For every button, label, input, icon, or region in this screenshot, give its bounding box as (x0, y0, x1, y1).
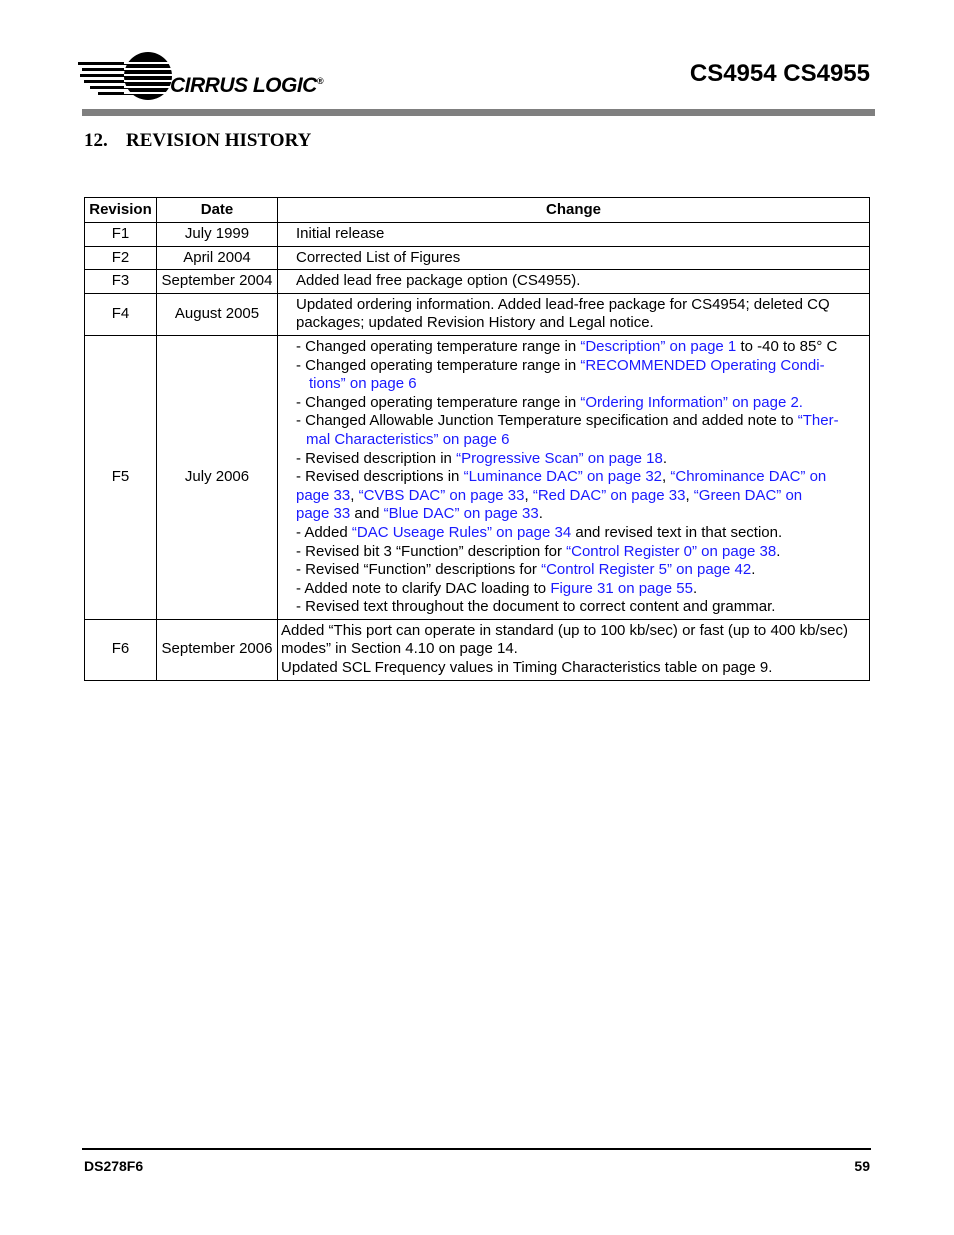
change-line: Updated ordering information. Added lead-free package for CS4954; deleted CQ (296, 295, 830, 313)
change-cell: Initial release (278, 223, 870, 247)
change-item: - Added “DAC Useage Rules” on page 34 and revised text in that section. (296, 523, 783, 541)
revision-cell: F3 (85, 270, 157, 294)
cross-reference-link[interactable]: “Chrominance DAC” on (670, 468, 827, 486)
table-row (85, 246, 870, 270)
change-cell: Corrected List of Figures (278, 246, 870, 270)
cross-reference-link[interactable]: “Ther- (797, 412, 839, 430)
cross-reference-link[interactable]: “Progressive Scan” on page 18 (456, 449, 663, 467)
date-cell: July 1999 (157, 223, 278, 247)
cross-reference-link[interactable]: “Control Register 5” on page 42 (541, 561, 752, 579)
cross-reference-link[interactable]: “Luminance DAC” on page 32 (463, 468, 663, 486)
cross-reference-link[interactable]: mal Characteristics” on page 6 (306, 430, 510, 448)
change-line: Updated SCL Frequency values in Timing Characteristics table on page 9. (281, 659, 773, 677)
change-item-continuation: page 33 and “Blue DAC” on page 33. (296, 505, 543, 523)
section-heading (84, 130, 311, 152)
cirrus-logic-logo (78, 48, 328, 104)
table-row (85, 335, 870, 619)
change-item: - Changed operating temperature range in “Description” on page 1 to -40 to 85° C (296, 337, 838, 355)
page-number: 59 (854, 1158, 870, 1174)
change-item: - Changed operating temperature range in “RECOMMENDED Operating Condi- (296, 356, 825, 374)
revision-cell: F4 (85, 293, 157, 335)
header-divider (82, 109, 875, 116)
cross-reference-link[interactable]: “Red DAC” on page 33 (532, 486, 686, 504)
revision-history-table (84, 197, 870, 681)
change-item: - Revised descriptions in “Luminance DAC” on page 32, “Chrominance DAC” on (296, 468, 827, 486)
header-date: Date (157, 198, 278, 223)
change-item: - Revised text throughout the document to correct content and grammar. (296, 598, 776, 616)
header-revision: Revision (85, 198, 157, 223)
table-row (85, 619, 870, 680)
date-cell: April 2004 (157, 246, 278, 270)
revision-cell: F1 (85, 223, 157, 247)
cross-reference-link[interactable]: “DAC Useage Rules” on page 34 (351, 523, 572, 541)
cross-reference-link[interactable]: “CVBS DAC” on page 33 (358, 486, 525, 504)
logo-wordmark: CIRRUS LOGIC® (170, 74, 323, 97)
change-line: Added “This port can operate in standard (up to 100 kb/sec) or fast (up to 400 kb/sec) (281, 621, 848, 639)
change-item: - Changed Allowable Junction Temperature specification and added note to “Ther- (296, 412, 839, 430)
cross-reference-link[interactable]: “Blue DAC” on page 33 (383, 505, 539, 523)
cross-reference-link[interactable]: page 33 (296, 505, 351, 523)
change-item-continuation (296, 375, 863, 394)
table-row (85, 293, 870, 335)
section-title-text: REVISION HISTORY (126, 130, 312, 151)
section-number: 12. (84, 130, 108, 151)
change-item: - Added note to clarify DAC loading to Figure 31 on page 55. (296, 579, 698, 597)
cross-reference-link[interactable]: “Green DAC” on (693, 486, 803, 504)
revision-cell: F6 (85, 619, 157, 680)
change-cell: Added lead free package option (CS4955). (278, 270, 870, 294)
cross-reference-link[interactable]: page 33 (296, 486, 351, 504)
cross-reference-link[interactable]: Figure 31 on page 55 (550, 579, 693, 597)
table-row (85, 223, 870, 247)
table-row (85, 270, 870, 294)
footer-divider (82, 1148, 871, 1150)
date-cell: July 2006 (157, 335, 278, 619)
header-change: Change (278, 198, 870, 223)
date-cell: September 2004 (157, 270, 278, 294)
change-item: - Revised bit 3 “Function” description for “Control Register 0” on page 38. (296, 542, 781, 560)
change-cell (278, 293, 870, 335)
cross-reference-link[interactable]: tions” on page 6 (309, 375, 417, 393)
change-cell (278, 335, 870, 619)
change-cell (278, 619, 870, 680)
change-item: - Revised description in “Progressive Scan” on page 18. (296, 449, 668, 467)
revision-cell: F2 (85, 246, 157, 270)
date-cell: August 2005 (157, 293, 278, 335)
cross-reference-link[interactable]: “Description” on page 1 (580, 337, 737, 355)
footer-doc-id: DS278F6 (84, 1158, 144, 1174)
revision-cell: F5 (85, 335, 157, 619)
change-item: - Changed operating temperature range in “Ordering Information” on page 2. (296, 393, 803, 411)
change-item-continuation (296, 431, 863, 450)
registered-mark: ® (316, 76, 323, 86)
change-line: packages; updated Revision History and Legal notice. (296, 314, 654, 332)
document-title: CS4954 CS4955 (689, 60, 870, 87)
table-header-row (85, 198, 870, 223)
change-line: modes” in Section 4.10 on page 14. (281, 640, 518, 658)
change-item-continuation: page 33, “CVBS DAC” on page 33, “Red DAC” on page 33, “Green DAC” on (296, 486, 803, 504)
change-item: - Revised “Function” descriptions for “Control Register 5” on page 42. (296, 561, 756, 579)
cross-reference-link[interactable]: “RECOMMENDED Operating Condi- (580, 356, 825, 374)
cross-reference-link[interactable]: “Ordering Information” on page 2. (580, 393, 803, 411)
date-cell: September 2006 (157, 619, 278, 680)
cross-reference-link[interactable]: “Control Register 0” on page 38 (566, 542, 777, 560)
